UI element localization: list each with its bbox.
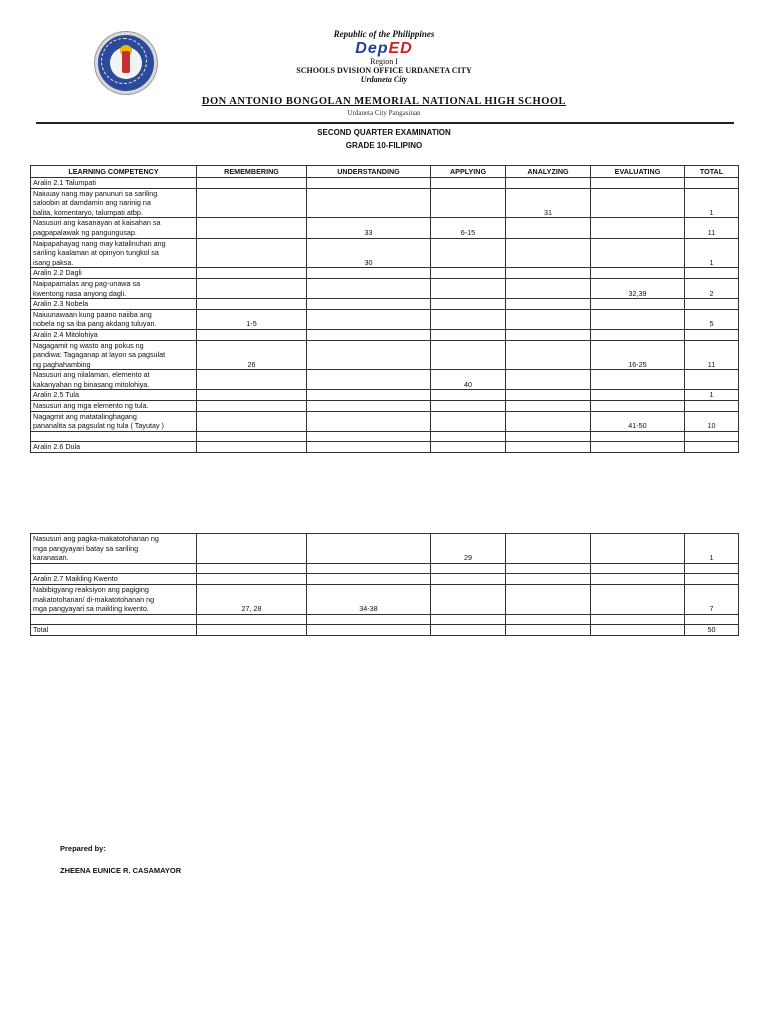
competency-line: ng paghahambing xyxy=(33,359,91,369)
item-cell xyxy=(685,370,739,390)
logo-dep: Dep xyxy=(355,40,389,57)
item-cell xyxy=(591,442,685,453)
table-row xyxy=(31,218,739,238)
item-cell xyxy=(685,329,739,340)
item-cell xyxy=(591,329,685,340)
item-cell xyxy=(307,431,431,442)
item-cell xyxy=(685,431,739,442)
competency-cell xyxy=(31,401,197,412)
item-cell xyxy=(307,411,431,431)
preparer-name: ZHEENA EUNICE R. CASAMAYOR xyxy=(60,866,182,875)
item-cell xyxy=(307,340,431,370)
item-cell: 7 xyxy=(685,584,739,614)
table-row xyxy=(31,574,739,585)
item-cell: 6-15 xyxy=(431,218,506,238)
competency-table xyxy=(30,165,739,453)
competency-cell xyxy=(31,625,197,636)
item-cell xyxy=(307,563,431,574)
competency-line xyxy=(33,564,194,574)
col-header: EVALUATING xyxy=(591,166,685,178)
division-office: SCHOOLS DVISION OFFICE URDANETA CITY xyxy=(296,66,472,75)
header-divider xyxy=(36,122,734,124)
item-cell xyxy=(506,390,591,401)
item-cell xyxy=(197,563,307,574)
competency-line: Nasusuri ang kasanayan at kaisahan sa xyxy=(33,218,161,228)
col-header: UNDERSTANDING xyxy=(307,166,431,178)
item-cell xyxy=(307,625,431,636)
competency-line: Aralin 2.3 Nobela xyxy=(33,299,89,309)
item-cell xyxy=(307,534,431,564)
item-cell: 30 xyxy=(307,238,431,268)
item-cell xyxy=(307,574,431,585)
competency-line: karanasan. xyxy=(33,553,69,563)
competency-line: Aralin 2.1 Talumpati xyxy=(33,178,96,187)
item-cell xyxy=(307,401,431,412)
competency-line: Aralin 2.2 Dagli xyxy=(33,268,82,278)
competency-line: pananalita sa pagsulat ng tula ( Tayutay ) xyxy=(33,421,164,431)
item-cell: 1 xyxy=(685,390,739,401)
item-cell xyxy=(685,563,739,574)
competency-line: Nabibigyang reaksiyon ang pagiging xyxy=(33,584,149,594)
competency-cell xyxy=(31,299,197,310)
item-cell xyxy=(197,299,307,310)
item-cell xyxy=(506,218,591,238)
item-cell xyxy=(197,188,307,218)
competency-line: Naiuunawaan kung paano naiiba ang xyxy=(33,309,152,319)
item-cell xyxy=(197,401,307,412)
competency-line: sariling kaalaman at opinyon tungkol sa xyxy=(33,248,159,258)
competency-line: kwentong nasa anyong dagli. xyxy=(33,288,127,298)
competency-cell xyxy=(31,534,197,564)
item-cell xyxy=(591,563,685,574)
col-header: APPLYING xyxy=(431,166,506,178)
item-cell xyxy=(506,584,591,614)
competency-line: saloobin at damdamin ang narinig na xyxy=(33,198,151,208)
item-cell: 31 xyxy=(506,188,591,218)
item-cell: 11 xyxy=(685,340,739,370)
school-name-text: DON ANTONIO BONGOLAN MEMORIAL NATIONAL HIGH SCHOOL xyxy=(201,96,567,107)
item-cell xyxy=(685,268,739,279)
item-cell: 1 xyxy=(685,534,739,564)
item-cell xyxy=(197,411,307,431)
competency-cell xyxy=(31,574,197,585)
item-cell xyxy=(506,278,591,298)
competency-cell xyxy=(31,188,197,218)
item-cell xyxy=(431,278,506,298)
item-cell: 40 xyxy=(431,370,506,390)
table-row xyxy=(31,268,739,279)
school-name xyxy=(0,96,768,107)
competency-cell xyxy=(31,442,197,453)
competency-line: mga pangyayari sa maikling kwento. xyxy=(33,604,149,614)
item-cell xyxy=(591,401,685,412)
item-cell xyxy=(307,309,431,329)
item-cell xyxy=(591,309,685,329)
item-cell xyxy=(431,574,506,585)
item-cell xyxy=(197,329,307,340)
item-cell xyxy=(506,442,591,453)
item-cell xyxy=(431,340,506,370)
item-cell xyxy=(197,238,307,268)
competency-cell xyxy=(31,563,197,574)
competency-cell xyxy=(31,584,197,614)
item-cell: 2 xyxy=(685,278,739,298)
item-cell xyxy=(591,218,685,238)
item-cell xyxy=(506,401,591,412)
table-row xyxy=(31,309,739,329)
item-cell: 1 xyxy=(685,238,739,268)
item-cell xyxy=(685,178,739,189)
item-cell: 29 xyxy=(431,534,506,564)
item-cell xyxy=(431,178,506,189)
item-cell xyxy=(506,563,591,574)
item-cell xyxy=(197,614,307,625)
item-cell xyxy=(591,268,685,279)
item-cell xyxy=(197,442,307,453)
item-cell xyxy=(431,238,506,268)
prepared-by-label: Prepared by: xyxy=(60,844,106,853)
competency-line: Nagagamit ng wasto ang pokus ng xyxy=(33,340,144,350)
item-cell xyxy=(506,329,591,340)
table-row xyxy=(31,340,739,370)
item-cell: 50 xyxy=(685,625,739,636)
competency-cell xyxy=(31,218,197,238)
item-cell xyxy=(197,268,307,279)
item-cell xyxy=(506,370,591,390)
item-cell xyxy=(197,625,307,636)
col-header: TOTAL xyxy=(685,166,739,178)
col-header: LEARNING COMPETENCY xyxy=(31,166,197,178)
item-cell xyxy=(591,614,685,625)
competency-cell xyxy=(31,411,197,431)
item-cell xyxy=(307,329,431,340)
table-row xyxy=(31,625,739,636)
competency-line: Nasusuri ang pagka-makatotohanan ng xyxy=(33,534,159,543)
competency-line: Nagagmit ang matatalinghagang xyxy=(33,411,137,421)
competency-cell xyxy=(31,178,197,189)
competency-line: kakanyahan ng binasang mitolohiya. xyxy=(33,379,150,389)
table-row xyxy=(31,431,739,442)
item-cell xyxy=(197,534,307,564)
competency-line: nobela ng sa iba pang akdang tuluyan. xyxy=(33,319,157,329)
table-row xyxy=(31,238,739,268)
item-cell: 1-5 xyxy=(197,309,307,329)
item-cell xyxy=(685,299,739,310)
item-cell xyxy=(506,625,591,636)
competency-line: pagpapalawak ng pangungusap. xyxy=(33,227,137,237)
item-cell xyxy=(506,178,591,189)
competency-table-continued xyxy=(30,533,739,636)
item-cell xyxy=(591,299,685,310)
item-cell xyxy=(431,268,506,279)
competency-cell xyxy=(31,614,197,625)
competency-line: makatotohanan/ di-makatotohanan ng xyxy=(33,594,155,604)
item-cell xyxy=(307,278,431,298)
competency-cell xyxy=(31,370,197,390)
competency-cell xyxy=(31,390,197,401)
item-cell xyxy=(591,574,685,585)
item-cell xyxy=(431,401,506,412)
item-cell xyxy=(591,431,685,442)
item-cell xyxy=(431,299,506,310)
item-cell xyxy=(307,442,431,453)
item-cell xyxy=(197,178,307,189)
item-cell: 11 xyxy=(685,218,739,238)
table-row xyxy=(31,329,739,340)
item-cell xyxy=(307,370,431,390)
item-cell xyxy=(197,574,307,585)
item-cell xyxy=(591,370,685,390)
item-cell xyxy=(431,625,506,636)
item-cell xyxy=(506,309,591,329)
item-cell xyxy=(307,268,431,279)
item-cell xyxy=(506,238,591,268)
table-row xyxy=(31,563,739,574)
competency-line xyxy=(33,615,194,625)
competency-cell xyxy=(31,340,197,370)
school-location: Urdaneta City Pangasinan xyxy=(347,109,421,117)
competency-cell xyxy=(31,238,197,268)
competency-cell xyxy=(31,268,197,279)
item-cell xyxy=(506,534,591,564)
table-row xyxy=(31,390,739,401)
item-cell: 16-25 xyxy=(591,340,685,370)
item-cell xyxy=(431,563,506,574)
item-cell xyxy=(431,411,506,431)
table-row xyxy=(31,442,739,453)
item-cell xyxy=(506,574,591,585)
item-cell xyxy=(197,390,307,401)
item-cell: 32,39 xyxy=(591,278,685,298)
competency-line: pandiwa: Tagaganap at layon sa pagsulat xyxy=(33,350,166,360)
item-cell xyxy=(685,614,739,625)
competency-line: balita, komentaryo, talumpati atbp. xyxy=(33,207,143,217)
exam-title: SECOND QUARTER EXAMINATION xyxy=(317,128,451,137)
item-cell xyxy=(431,614,506,625)
item-cell xyxy=(431,309,506,329)
item-cell xyxy=(506,411,591,431)
table-row xyxy=(31,614,739,625)
table-row xyxy=(31,188,739,218)
competency-line: Aralin 2.7 Maikling Kwento xyxy=(33,574,118,584)
competency-cell xyxy=(31,329,197,340)
competency-cell xyxy=(31,431,197,442)
item-cell xyxy=(307,390,431,401)
col-header: ANALYZING xyxy=(506,166,591,178)
item-cell: 26 xyxy=(197,340,307,370)
item-cell xyxy=(506,614,591,625)
competency-line: Naipapahayag nang may katalinuhan ang xyxy=(33,238,166,248)
item-cell xyxy=(591,534,685,564)
competency-line: mga pangyayari batay sa sariling xyxy=(33,543,139,553)
item-cell xyxy=(506,340,591,370)
item-cell xyxy=(431,431,506,442)
grade-subject: GRADE 10-FILIPINO xyxy=(345,141,423,150)
item-cell xyxy=(197,218,307,238)
item-cell xyxy=(431,390,506,401)
item-cell xyxy=(506,268,591,279)
table-row xyxy=(31,584,739,614)
item-cell xyxy=(591,188,685,218)
item-cell: 1 xyxy=(685,188,739,218)
item-cell: 10 xyxy=(685,411,739,431)
city-label: Urdaneta City xyxy=(360,75,408,84)
table-row xyxy=(31,411,739,431)
competency-line: isang paksa. xyxy=(33,257,74,267)
item-cell xyxy=(431,442,506,453)
competency-line: Aralin 2.5 Tula xyxy=(33,390,79,400)
item-cell: 33 xyxy=(307,218,431,238)
item-cell xyxy=(307,614,431,625)
republic-heading: Republic of the Philippines xyxy=(333,29,435,39)
competency-line: Naipapamalas ang pag-unawa sa xyxy=(33,278,141,288)
item-cell xyxy=(685,442,739,453)
competency-cell xyxy=(31,309,197,329)
item-cell: 27, 28 xyxy=(197,584,307,614)
competency-line: Aralin 2.4 Mitolohiya xyxy=(33,329,98,339)
col-header: REMEMBERING xyxy=(197,166,307,178)
competency-line: Total xyxy=(33,625,49,635)
item-cell xyxy=(685,401,739,412)
item-cell xyxy=(431,188,506,218)
competency-line: Nasusuri ang nilalaman, elemento at xyxy=(33,370,150,380)
item-cell xyxy=(307,178,431,189)
table-row xyxy=(31,534,739,564)
logo-ed: ED xyxy=(388,40,413,57)
item-cell xyxy=(197,431,307,442)
item-cell xyxy=(431,584,506,614)
table-row xyxy=(31,299,739,310)
item-cell xyxy=(431,329,506,340)
item-cell xyxy=(591,238,685,268)
item-cell xyxy=(591,178,685,189)
table-header-row xyxy=(31,166,739,178)
item-cell xyxy=(591,584,685,614)
table-row xyxy=(31,401,739,412)
item-cell xyxy=(197,278,307,298)
deped-logo xyxy=(0,40,768,58)
item-cell xyxy=(591,625,685,636)
competency-cell xyxy=(31,278,197,298)
item-cell xyxy=(685,574,739,585)
item-cell: 34-38 xyxy=(307,584,431,614)
item-cell xyxy=(197,370,307,390)
competency-line xyxy=(33,432,194,442)
item-cell xyxy=(307,188,431,218)
item-cell xyxy=(591,390,685,401)
competency-line: Naiuuay nang may panunuri sa sariling xyxy=(33,188,158,198)
item-cell: 41-50 xyxy=(591,411,685,431)
table-row xyxy=(31,178,739,189)
item-cell xyxy=(506,431,591,442)
item-cell xyxy=(307,299,431,310)
competency-line: Aralin 2.6 Dula xyxy=(33,442,81,452)
table-row xyxy=(31,278,739,298)
region-label: Region I xyxy=(370,57,398,66)
competency-line: Nasusuri ang mga elemento ng tula. xyxy=(33,401,149,411)
item-cell: 5 xyxy=(685,309,739,329)
table-row xyxy=(31,370,739,390)
item-cell xyxy=(506,299,591,310)
